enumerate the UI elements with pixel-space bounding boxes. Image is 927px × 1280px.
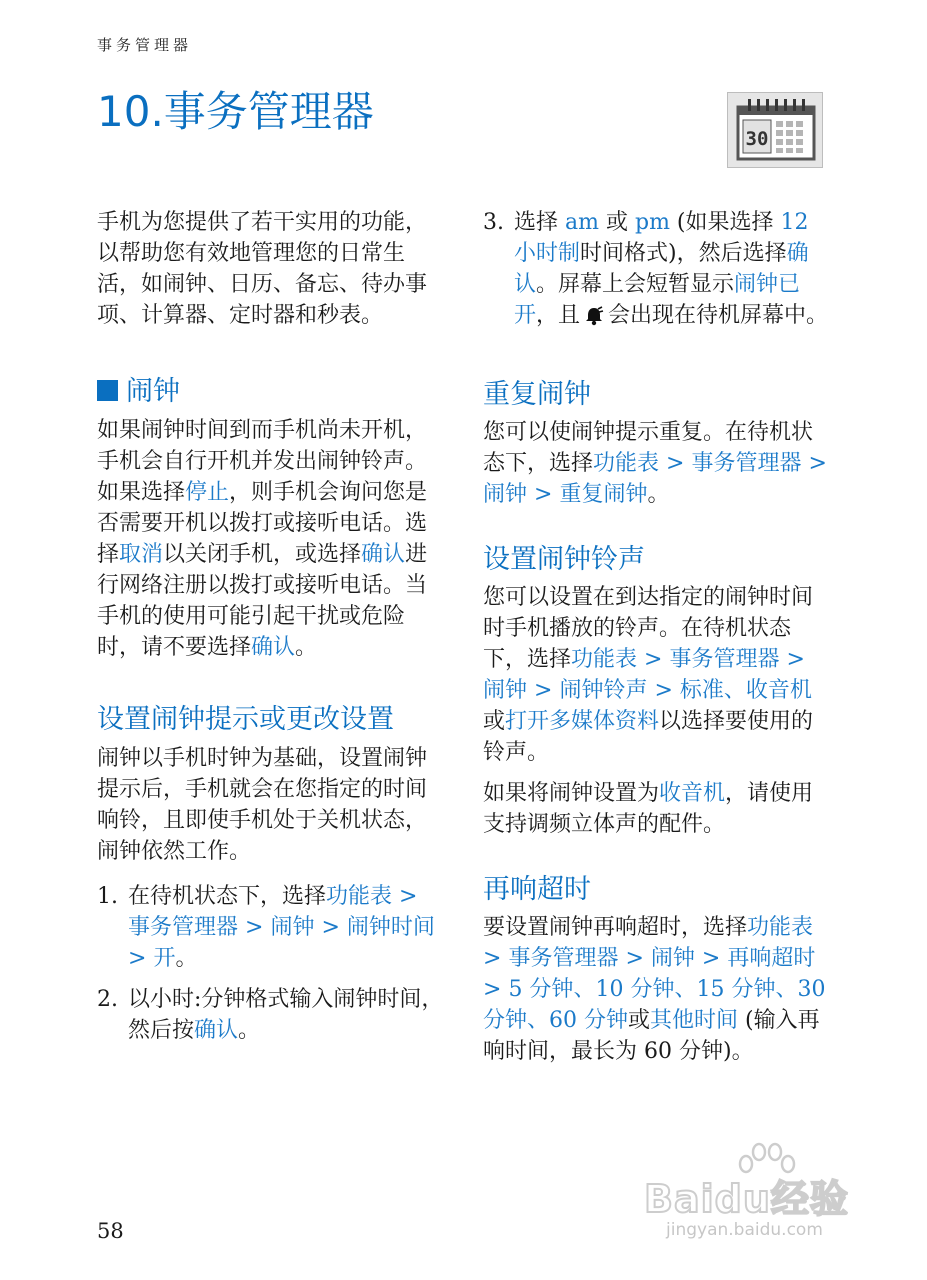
calendar-icon: [727, 92, 823, 168]
menu-link-menu-2: 功能表: [593, 451, 660, 476]
chapter-title-text: 事务管理器: [163, 87, 374, 136]
menu-link-organizer-3: 事务管理器: [669, 647, 780, 672]
menu-link-organizer-4: 事务管理器: [508, 946, 619, 971]
calendar-icon-number: 30: [745, 128, 769, 150]
menu-link-confirm: 确认: [361, 542, 406, 567]
menu-link-cancel: 取消: [119, 542, 164, 567]
step-2: 2. 以小时:分钟格式输入闹钟时间，然后按确认。: [97, 984, 445, 1046]
chapter-title: [97, 86, 374, 138]
set-alarm-paragraph: 闹钟以手机时钟为基础，设置闹钟提示后，手机就会在您指定的时间响铃，且即使手机处于关机状态，闹钟依然工作。: [97, 746, 428, 864]
left-column: [97, 207, 445, 1046]
repeat-alarm-heading: 重复闹钟: [483, 379, 591, 410]
step-number: 1.: [97, 884, 118, 909]
running-header: 事务管理器: [97, 36, 193, 54]
alarm-bell-icon: [584, 304, 604, 335]
status-alarm-on: 闹钟已开: [514, 272, 801, 328]
menu-link-alarm-tone: 闹钟铃声: [559, 678, 648, 703]
ringtone-paragraph: 您可以设置在到达指定的闹钟时间时手机播放的铃声。在待机状态下，选择功能表 > 事务管理器 > 闹钟 > 闹钟铃声 > 标准、收音机或打开多媒体资料以选择要使用的铃声。: [483, 585, 814, 765]
snooze-heading: 再响超时: [483, 874, 591, 905]
menu-link-stop: 停止: [185, 480, 230, 505]
menu-link-alarm-time: 闹钟时间: [346, 915, 435, 940]
page-number: 58: [97, 1219, 124, 1243]
right-column: [483, 207, 829, 1067]
step-1: 1. 在待机状态下，选择功能表 > 事务管理器 > 闹钟 > 闹钟时间 > 开。: [97, 881, 445, 974]
snooze-paragraph: 要设置闹钟再响超时，选择功能表 > 事务管理器 > 闹钟 > 再响超时 > 5 分钟、10 分钟、15 分钟、30 分钟、60 分钟或其他时间 (输入再响时间，最长为 60 分钟)。: [483, 915, 826, 1064]
menu-link-confirm-3: 确认: [194, 1018, 239, 1043]
option-12-hour: 12 小时制: [514, 210, 809, 266]
option-radio: 收音机: [745, 678, 812, 703]
menu-link-confirm-4: 确认: [514, 241, 809, 297]
option-60-min: 60 分钟: [549, 1008, 629, 1033]
menu-link-organizer-2: 事务管理器: [691, 451, 802, 476]
menu-link-alarm: 闹钟: [270, 915, 315, 940]
alarm-heading: [97, 374, 445, 410]
chapter-number: 10.: [97, 87, 164, 136]
menu-link-alarm-4: 闹钟: [650, 946, 695, 971]
option-10-min: 10 分钟: [595, 977, 675, 1002]
ringtone-radio-note: 如果将闹钟设置为收音机，请使用支持调频立体声的配件。: [483, 781, 814, 837]
option-30-min: 30 分钟: [483, 977, 826, 1033]
step-3: 3. 选择 am 或 pm (如果选择 12 小时制时间格式)，然后选择确认。屏幕上会短暂显示闹钟已开，且 会出现在待机屏幕中。: [483, 207, 829, 335]
section-square-icon: [97, 380, 118, 401]
menu-link-alarm-3: 闹钟: [483, 678, 528, 703]
calendar-icon-graphic: [728, 93, 822, 167]
menu-link-organizer: 事务管理器: [128, 915, 239, 940]
intro-paragraph: 手机为您提供了若干实用的功能，以帮助您有效地管理您的日常生活，如闹钟、日历、备忘、待办事项、计算器、定时器和秒表。: [97, 210, 428, 328]
option-pm: pm: [634, 210, 670, 235]
alarm-paragraph: 如果闹钟时间到而手机尚未开机，手机会自行开机并发出闹钟铃声。如果选择停止，则手机会询问您是否需要开机以拨打或接听电话。选择取消以关闭手机，或选择确认进行网络注册以拨打或接听电话。当手机的使用可能引起干扰或危险时，请不要选择确认。: [97, 418, 428, 660]
set-alarm-heading: 设置闹钟提示或更改设置: [97, 704, 394, 735]
menu-link-menu-4: 功能表: [747, 915, 814, 940]
menu-link-on: 开: [153, 946, 176, 971]
option-other-time: 其他时间: [650, 1008, 739, 1033]
menu-link-menu: 功能表: [326, 884, 393, 909]
menu-link-repeat-alarm: 重复闹钟: [559, 482, 648, 507]
menu-link-alarm-2: 闹钟: [483, 482, 528, 507]
option-open-gallery: 打开多媒体资料: [505, 709, 660, 734]
step-number: 3.: [483, 210, 504, 235]
ringtone-heading: 设置闹钟铃声: [483, 544, 645, 575]
option-15-min: 15 分钟: [696, 977, 776, 1002]
watermark-brand: Baidu经验: [644, 1177, 849, 1221]
alarm-heading-text: 闹钟: [126, 376, 180, 407]
option-standard: 标准: [679, 678, 724, 703]
menu-link-snooze: 再响超时: [727, 946, 816, 971]
step-number: 2.: [97, 987, 118, 1012]
menu-link-menu-3: 功能表: [571, 647, 638, 672]
option-am: am: [565, 210, 599, 235]
menu-link-confirm-2: 确认: [251, 635, 296, 660]
repeat-alarm-paragraph: 您可以使闹钟提示重复。在待机状态下，选择功能表 > 事务管理器 > 闹钟 > 重复闹钟。: [483, 420, 827, 507]
option-5-min: 5 分钟: [508, 977, 574, 1002]
option-radio-2: 收音机: [659, 781, 726, 806]
watermark-url: jingyan.baidu.com: [666, 1220, 823, 1240]
baidu-watermark: [644, 1140, 874, 1255]
